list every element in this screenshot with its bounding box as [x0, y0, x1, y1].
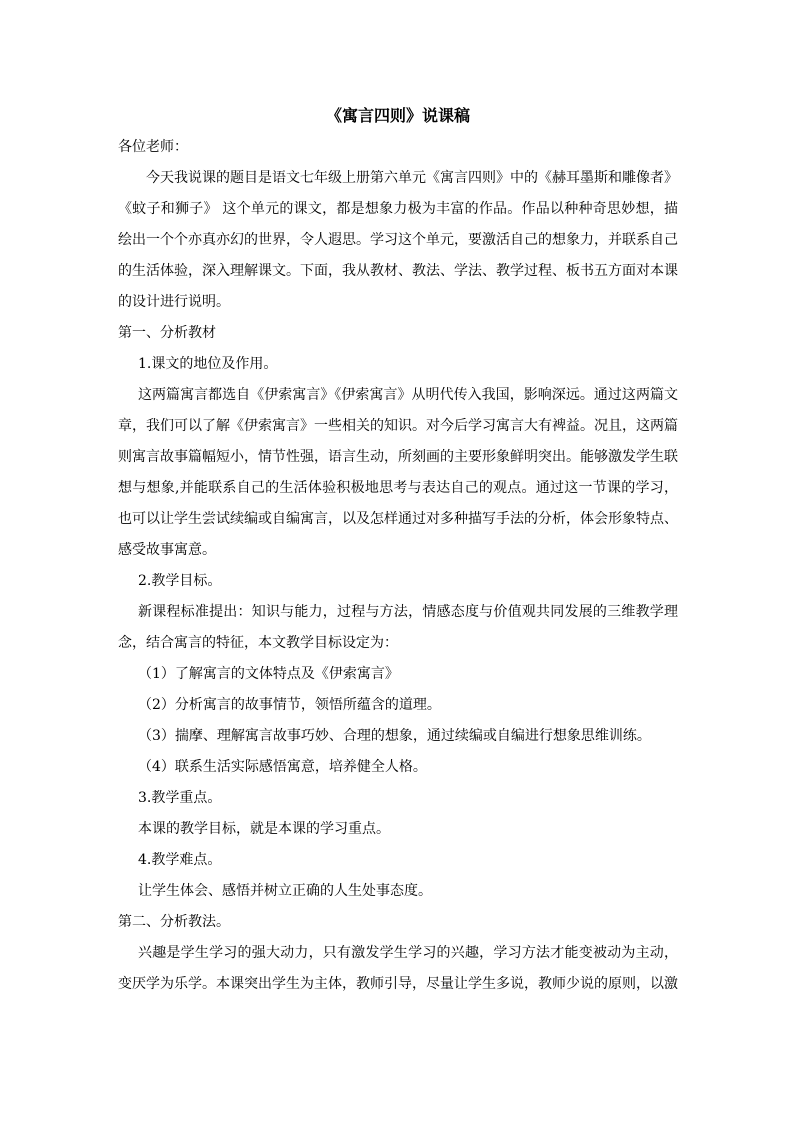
sub1-title: 1.课文的地位及作用。 — [138, 356, 278, 372]
goal-item: （4）联系生活实际感悟寓意，培养健全人格。 — [138, 759, 427, 775]
sub2-body: 新课程标准提出：知识与能力，过程与方法，情感态度与价值观共同发展的三维教学理念，结合寓言的特征，本文教学目标设定为： — [118, 604, 678, 651]
sub4-title: 4.教学难点。 — [138, 852, 222, 868]
sub4-body: 让学生体会、感悟并树立正确的人生处事态度。 — [138, 883, 432, 899]
sub3-title: 3.教学重点。 — [138, 790, 222, 806]
sub3-body: 本课的教学目标，就是本课的学习重点。 — [138, 821, 390, 837]
section2-body: 兴趣是学生学习的强大动力，只有激发学生学习的兴趣，学习方法才能变被动为主动，变厌学为乐学。本课突出学生为主体，教师引导，尽量让学生多说，教师少说的原则，以激 — [118, 945, 678, 992]
intro-paragraph: 今天我说课的题目是语文七年级上册第六单元《寓言四则》中的《赫耳墨斯和雕像者》《蚊子和狮子》 这个单元的课文，都是想象力极为丰富的作品。作品以种种奇思妙想，描绘出一个个亦真亦幻的世界，令人遐思。学习这个单元，要激活自己的想象力，并联系自己的生活体验，深入理解课文。下面，我从教材、教法、学法、教学过程、板书五方面对本课的设计进行说明。 — [118, 170, 678, 310]
greeting: 各位老师： — [118, 139, 188, 155]
sub1-body: 这两篇寓言都选自《伊索寓言》《伊索寓言》从明代传入我国，影响深远。通过这两篇文章，我们可以了解《伊索寓言》一些相关的知识。对今后学习寓言大有裨益。况且，这两篇则寓言故事篇幅短小，情节性强，语言生动，所刻画的主要形象鲜明突出。能够激发学生联想与想象,并能联系自己的生活体验积极地思考与表达自己的观点。通过这一节课的学习，也可以让学生尝试续编或自编寓言，以及怎样通过对多种描写手法的分析，体会形象特点、感受故事寓意。 — [118, 387, 678, 558]
section1-heading: 第一、分析教材 — [118, 325, 216, 341]
goal-item: （3）揣摩、理解寓言故事巧妙、合理的想象，通过续编或自编进行想象思维训练。 — [138, 728, 651, 744]
document-page — [118, 100, 678, 1000]
document-title: 《寓言四则》说课稿 — [325, 106, 470, 125]
goal-item: （1）了解寓言的文体特点及《伊索寓言》 — [138, 666, 399, 682]
section2-heading: 第二、分析教法。 — [118, 914, 230, 930]
sub2-title: 2.教学目标。 — [138, 573, 222, 589]
goal-item: （2）分析寓言的故事情节，领悟所蕴含的道理。 — [138, 697, 441, 713]
